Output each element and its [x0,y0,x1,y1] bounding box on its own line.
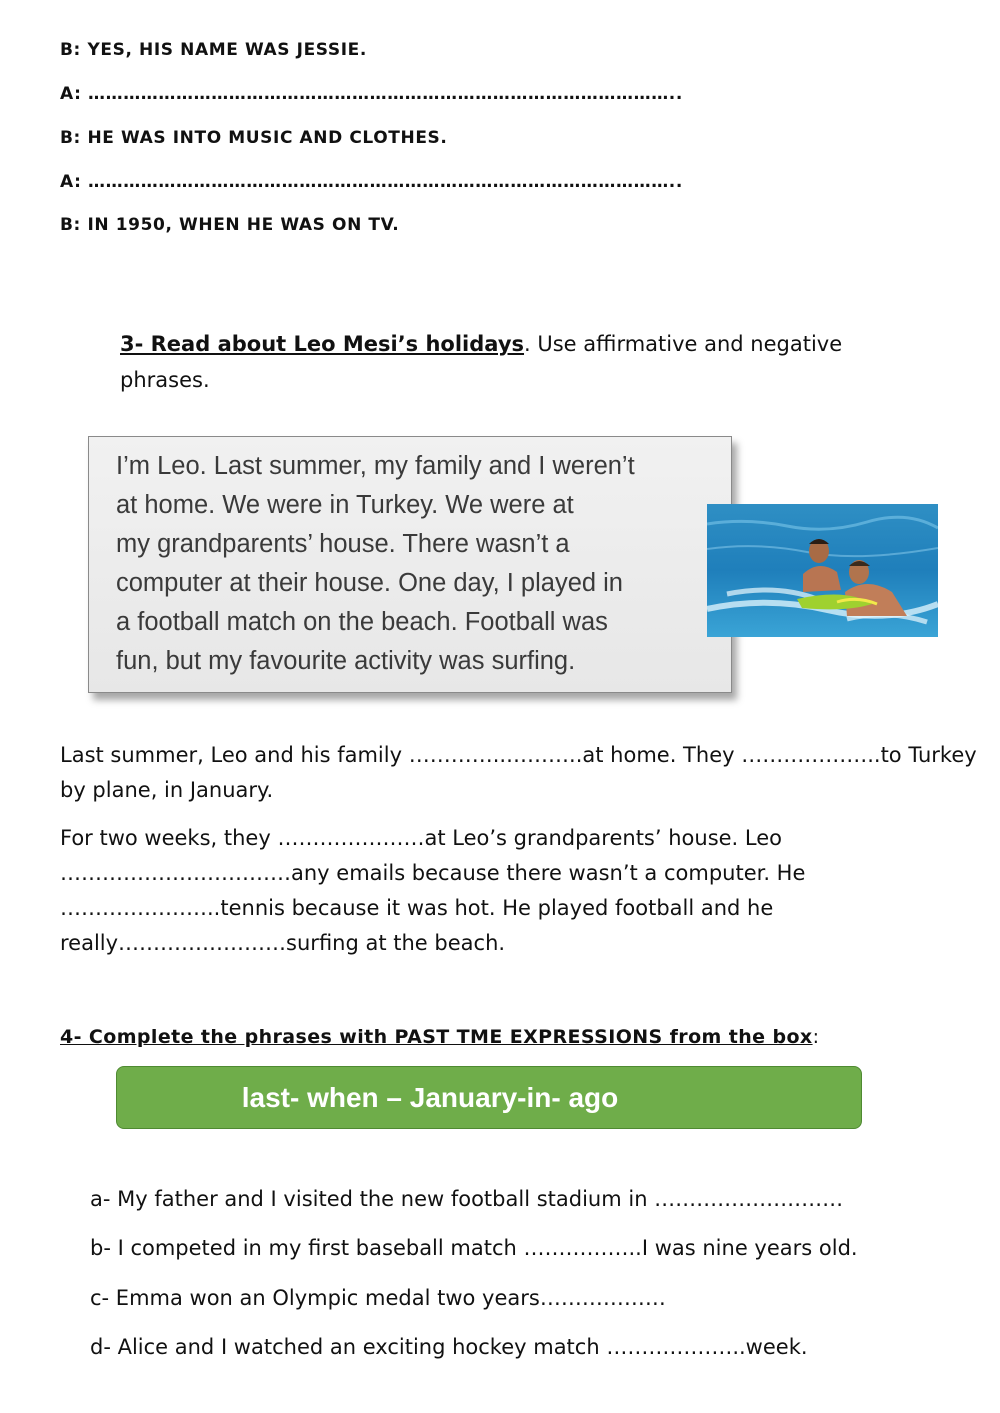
section4-title-row [60,1026,819,1048]
exercise-item-a: a- My father and I visited the new football stadium in ……………………… [90,1187,844,1211]
section4-colon: : [812,1026,820,1048]
reading-text-box [88,436,732,693]
surfing-photo [707,504,938,637]
word-box [116,1066,862,1129]
fill-line: …………………..tennis because it was hot. He played football and he [60,896,774,920]
reading-line: my grandparents’ house. There wasn’t a [116,530,570,558]
dialogue-line-2: A: ……………………………………………………………………………………….. [60,84,683,104]
reading-line: computer at their house. One day, I played in [116,569,623,597]
dialogue-line-3: B: HE WAS INTO MUSIC AND CLOTHES. [60,128,448,148]
fill-line: For two weeks, they …………………at Leo’s grandparents’ house. Leo [60,826,782,850]
section3-title: 3- Read about Leo Mesi’s holidays [120,332,525,356]
dialogue-line-4: A: ……………………………………………………………………………………….. [60,172,683,192]
section3-instruction [120,326,880,398]
section3-instruction-rest: . Use affirmative and negative phrases. [120,332,843,392]
reading-line: fun, but my favourite activity was surfing. [116,647,576,675]
reading-text [116,447,726,681]
exercise-item-c: c- Emma won an Olympic medal two years……………… [90,1286,666,1310]
dialogue-line-1: B: YES, HIS NAME WAS JESSIE. [60,40,367,60]
fill-paragraph-1 [60,738,977,808]
fill-line: by plane, in January. [60,778,274,802]
exercise-item-b: b- I competed in my first baseball match ……………..I was nine years old. [90,1236,858,1260]
reading-line: I’m Leo. Last summer, my family and I weren’t [116,452,635,480]
fill-line: Last summer, Leo and his family …………..………..at home. They ………………..to Turkey [60,743,977,767]
reading-line: at home. We were in Turkey. We were at [116,491,574,519]
fill-line: ……………………………any emails because there wasn’t a computer. He [60,861,806,885]
section4-title: 4- Complete the phrases with PAST TME EXPRESSIONS from the box [60,1026,813,1048]
dialogue-line-5: B: IN 1950, WHEN HE WAS ON TV. [60,215,400,235]
fill-paragraph-2 [60,821,805,961]
word-box-text: last- when – January-in- ago [241,1081,619,1113]
reading-line: a football match on the beach. Football was [116,608,608,636]
exercise-item-d: d- Alice and I watched an exciting hockey match ………………..week. [90,1335,808,1359]
fill-line: really……………………surfing at the beach. [60,931,506,955]
